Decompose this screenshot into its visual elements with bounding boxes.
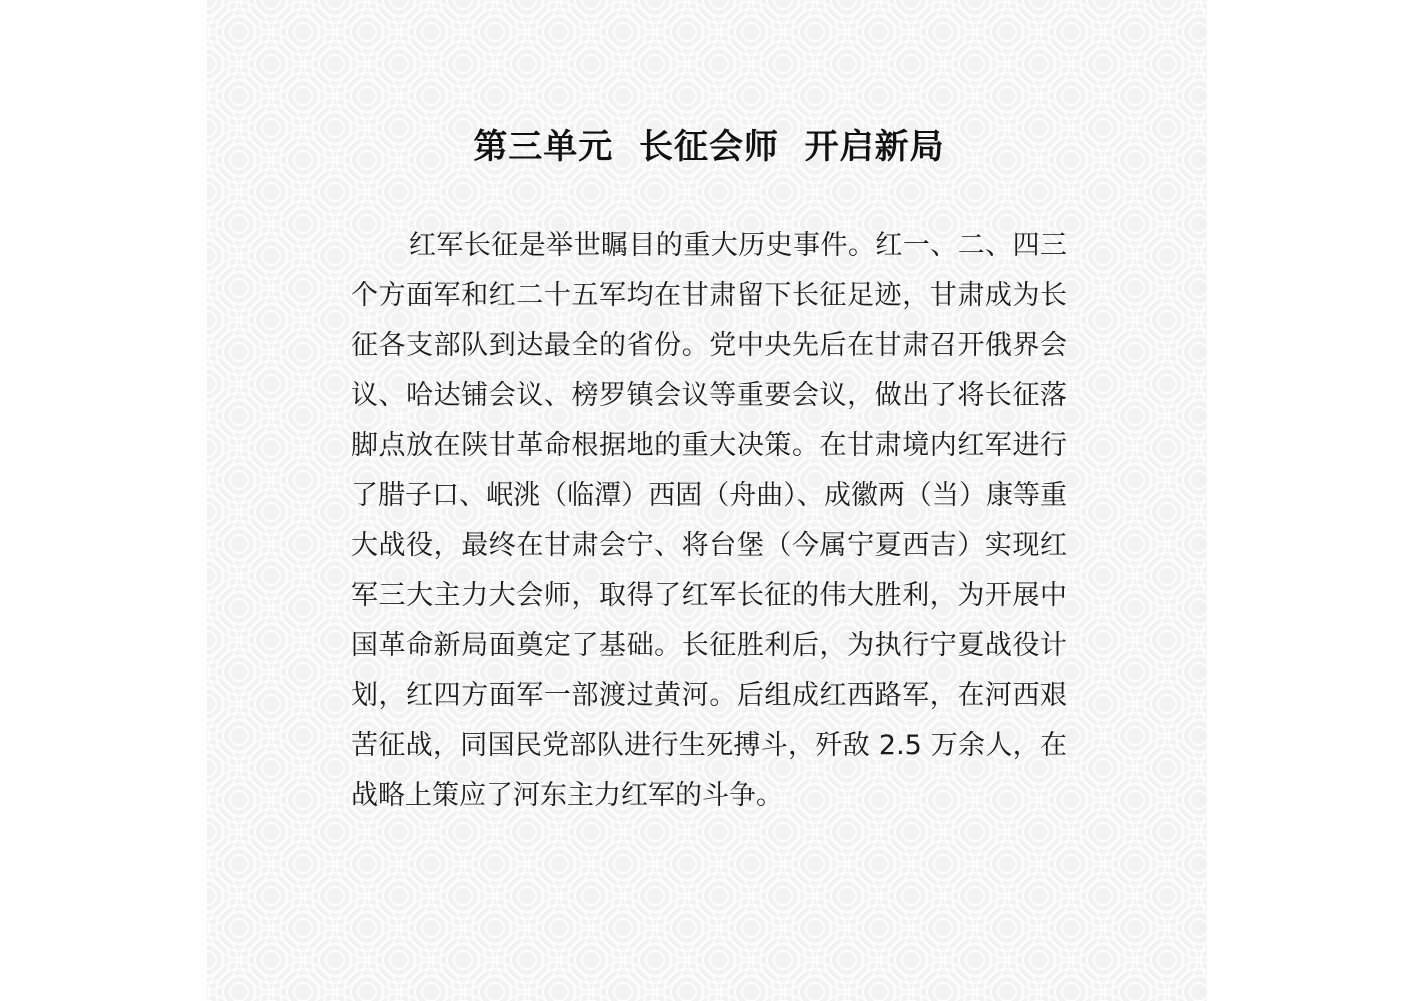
body-paragraph: 红军长征是举世瞩目的重大历史事件。红一、二、四三个方面军和红二十五军均在甘肃留下长征足迹，甘肃成为长征各支部队到达最全的省份。党中央先后在甘肃召开俄界会议、哈达铺会议、榜罗镇会议等重要会议，做出了将长征落脚点放在陕甘革命根据地的重大决策。在甘肃境内红军进行了腊子口、岷洮（临潭）西固（舟曲）、成徽两（当）康等重大战役，最终在甘肃会宁、将台堡（今属宁夏西吉）实现红军三大主力大会师，取得了红军长征的伟大胜利，为开展中国革命新局面奠定了基础。长征胜利后，为执行宁夏战役计划，红四方面军一部渡过黄河。后组成红西路军，在河西艰苦征战，同国民党部队进行生死搏斗，歼敌 2.5 万余人，在战略上策应了河东主力红军的斗争。 — [351, 230, 1067, 811]
page-background — [207, 0, 1207, 1001]
page-title: 第三单元 长征会师 开启新局 — [473, 127, 945, 167]
